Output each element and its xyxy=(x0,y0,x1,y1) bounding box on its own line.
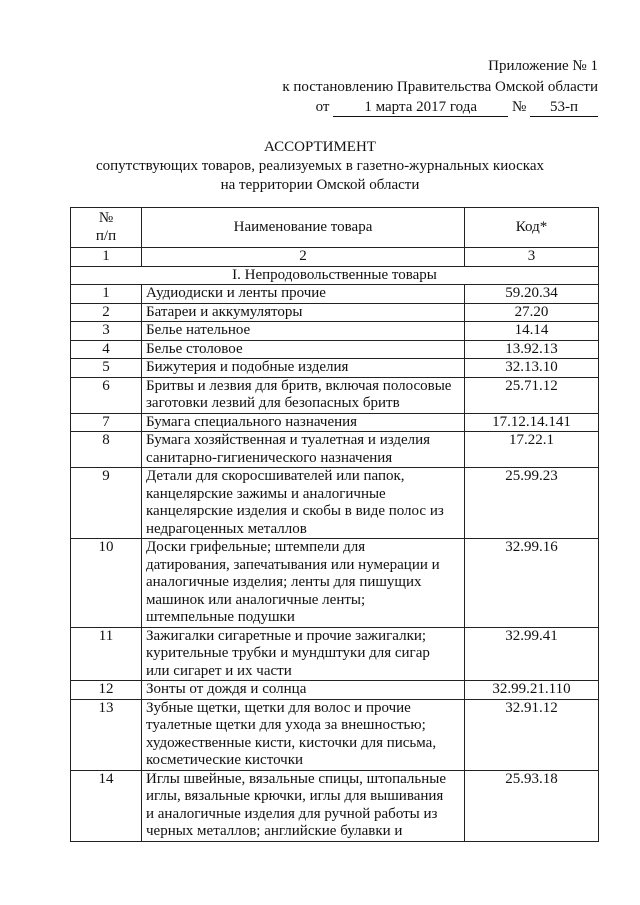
product-name-line: Иглы швейные, вязальные спицы, штопальные xyxy=(146,770,446,787)
product-code: 13.92.13 xyxy=(465,340,599,359)
product-name xyxy=(142,340,465,359)
table-row xyxy=(71,377,599,413)
product-name-line: и аналогичные изделия для ручной работы из xyxy=(146,805,438,822)
row-number: 10 xyxy=(71,539,142,628)
section-title: I. Непродовольственные товары xyxy=(71,266,599,285)
col-header-code: Код* xyxy=(465,208,599,248)
product-name xyxy=(142,468,465,539)
row-number: 1 xyxy=(71,285,142,304)
product-name-line: курительные трубки и мундштуки для сигар xyxy=(146,645,430,661)
product-name-line: иглы, вязальные крючки, иглы для вышивания xyxy=(146,788,444,804)
product-name-line: Бритвы и лезвия для бритв, включая полосовые xyxy=(146,377,452,394)
product-name-line: Бижутерия и подобные изделия xyxy=(146,359,349,375)
resolution-label: к постановлению Правительства Омской области xyxy=(282,79,598,95)
product-name-line: датирования, запечатывания или нумерации и xyxy=(146,556,440,573)
product-name-line: аналогичные изделия; ленты для пишущих xyxy=(146,574,422,590)
table-row xyxy=(71,627,599,681)
row-number: 9 xyxy=(71,468,142,539)
table-row xyxy=(71,285,599,304)
product-name-line: канцелярские изделия и скобы в виде полос из xyxy=(146,503,444,519)
product-name-line: Белье нательное xyxy=(146,322,251,338)
product-name-line: Бумага хозяйственная и туалетная и изделия xyxy=(146,432,431,448)
product-name xyxy=(142,432,465,468)
product-code: 32.13.10 xyxy=(465,359,599,378)
product-code: 25.93.18 xyxy=(465,770,599,841)
table-row xyxy=(71,432,599,468)
row-number: 4 xyxy=(71,340,142,359)
title-line-3: на территории Омской области xyxy=(220,177,420,193)
date-prefix: от xyxy=(315,99,330,115)
number-prefix: № xyxy=(511,99,527,115)
product-code: 25.71.12 xyxy=(465,377,599,413)
row-number: 12 xyxy=(71,681,142,700)
product-name-line: Детали для скоросшивателей или папок, xyxy=(146,468,405,484)
row-number: 11 xyxy=(71,627,142,681)
resolution-date: 1 марта 2017 года xyxy=(333,99,508,117)
row-number: 6 xyxy=(71,377,142,413)
table-row xyxy=(71,303,599,322)
product-name-line: косметические кисточки xyxy=(146,752,304,768)
column-index-row xyxy=(71,248,599,267)
product-code: 27.20 xyxy=(465,303,599,322)
product-name xyxy=(142,699,465,770)
product-name-line: Зонты от дождя и солнца xyxy=(146,681,307,697)
col-index: 3 xyxy=(465,248,599,267)
table-row xyxy=(71,539,599,628)
product-name-line: недрагоценных металлов xyxy=(146,520,307,537)
table-row xyxy=(71,770,599,841)
row-number: 8 xyxy=(71,432,142,468)
product-name xyxy=(142,681,465,700)
product-name-line: Зубные щетки, щетки для волос и прочие xyxy=(146,699,411,716)
product-name-line: черных металлов; английские булавки и xyxy=(146,823,403,839)
document-title xyxy=(0,138,640,195)
table-row xyxy=(71,413,599,432)
product-code: 32.99.41 xyxy=(465,627,599,681)
product-name-line: штемпельные подушки xyxy=(146,609,295,625)
row-number: 3 xyxy=(71,322,142,341)
row-number: 7 xyxy=(71,413,142,432)
table-row xyxy=(71,359,599,378)
product-code: 32.99.21.110 xyxy=(465,681,599,700)
product-name-line: Доски грифельные; штемпели для xyxy=(146,539,366,555)
product-name-line: художественные кисти, кисточки для письма, xyxy=(146,734,437,751)
table-header-row xyxy=(71,208,599,248)
table-row xyxy=(71,681,599,700)
product-name xyxy=(142,285,465,304)
row-number: 14 xyxy=(71,770,142,841)
product-code: 32.91.12 xyxy=(465,699,599,770)
product-name-line: или сигарет и их части xyxy=(146,662,292,679)
product-name xyxy=(142,413,465,432)
col-index: 1 xyxy=(71,248,142,267)
assortment-table xyxy=(70,207,599,842)
resolution-date-line xyxy=(316,97,598,118)
product-name-line: Аудиодиски и ленты прочие xyxy=(146,285,326,301)
product-name xyxy=(142,627,465,681)
product-name-line: санитарно-гигиенического назначения xyxy=(146,449,393,466)
table-row xyxy=(71,699,599,770)
row-number: 5 xyxy=(71,359,142,378)
product-code: 17.12.14.141 xyxy=(465,413,599,432)
product-name-line: заготовки лезвий для безопасных бритв xyxy=(146,395,400,411)
product-name-line: машинок или аналогичные ленты; xyxy=(146,591,366,608)
product-name-line: туалетные щетки для ухода за внешностью; xyxy=(146,717,426,733)
product-name-line: Зажигалки сигаретные и прочие зажигалки; xyxy=(146,627,427,644)
product-code: 17.22.1 xyxy=(465,432,599,468)
appendix-label: Приложение № 1 xyxy=(488,58,598,74)
resolution-number: 53-п xyxy=(530,99,598,117)
product-name xyxy=(142,539,465,628)
row-number: 13 xyxy=(71,699,142,770)
table-row xyxy=(71,340,599,359)
product-name-line: Бумага специального назначения xyxy=(146,413,358,430)
product-name xyxy=(142,377,465,413)
product-code: 25.99.23 xyxy=(465,468,599,539)
product-code: 32.99.16 xyxy=(465,539,599,628)
product-code: 59.20.34 xyxy=(465,285,599,304)
title-main: АССОРТИМЕНТ xyxy=(264,139,376,155)
product-name xyxy=(142,770,465,841)
table-row xyxy=(71,468,599,539)
product-name-line: Белье столовое xyxy=(146,340,243,357)
product-name-line: канцелярские зажимы и аналогичные xyxy=(146,485,386,502)
product-code: 14.14 xyxy=(465,322,599,341)
product-name xyxy=(142,322,465,341)
product-name-line: Батареи и аккумуляторы xyxy=(146,303,303,320)
product-name xyxy=(142,359,465,378)
title-line-2: сопутствующих товаров, реализуемых в газетно-журнальных киосках xyxy=(96,158,544,174)
col-header-number: № п/п xyxy=(71,208,142,248)
col-header-name: Наименование товара xyxy=(142,208,465,248)
table-row xyxy=(71,322,599,341)
col-index: 2 xyxy=(142,248,465,267)
product-name xyxy=(142,303,465,322)
row-number: 2 xyxy=(71,303,142,322)
section-row xyxy=(71,266,599,285)
